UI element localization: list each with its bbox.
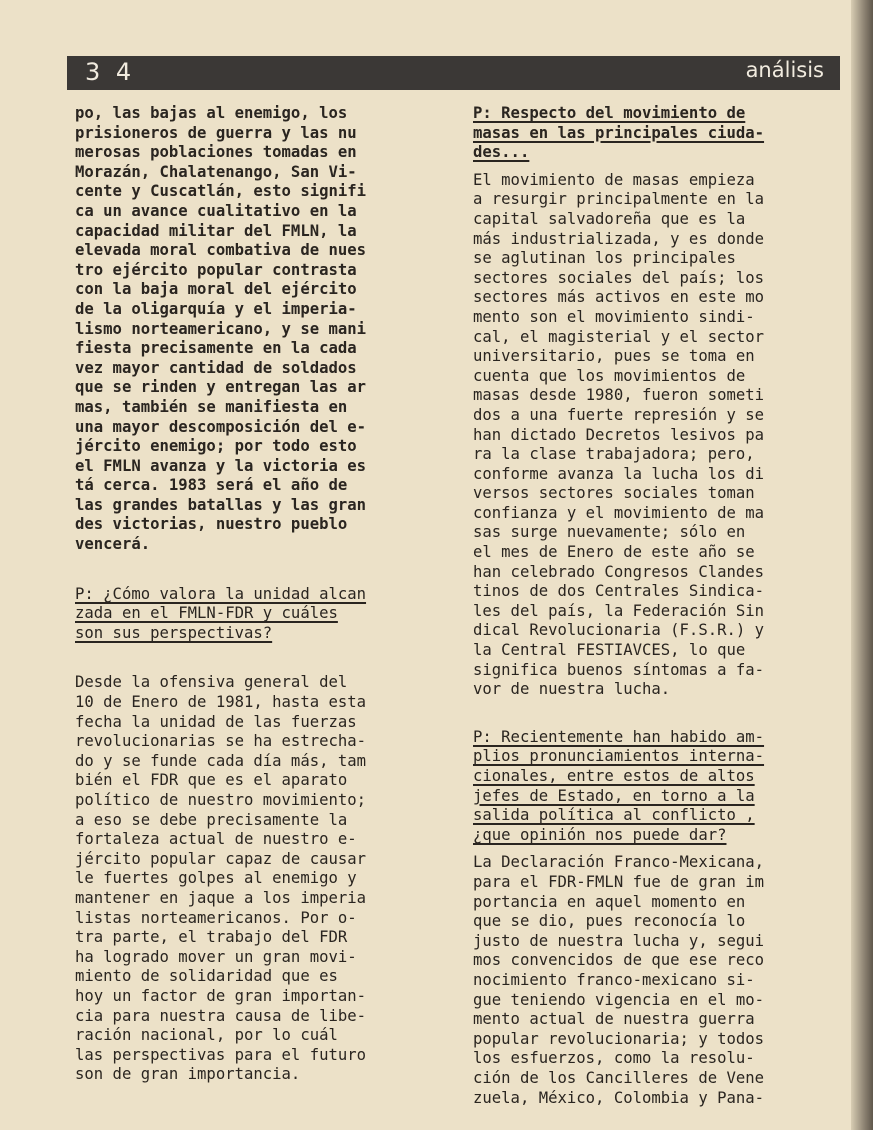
answer-paragraph-4: La Declaración Franco-Mexicana, para el FDR-FMLN fue de gran im portancia en aquel momento en que se dio, pues reconocía lo justo de nuestra lucha y, segui mos convencidos de que ese reco nocimiento franco-mexicano si- gue teniendo vigencia en el mo- mento actual de nuestra guerra popular revolucionaria; y todos los esfuerzos, como la resolu- ción de los Cancilleres de Vene zuela, México, Colombia y Pana- <box>473 853 765 1107</box>
answer-paragraph-1: po, las bajas al enemigo, los prisioneros de guerra y las nu merosas poblaciones tomadas en Morazán, Chalatenango, San Vi- cente y Cuscatlán, esto signifi ca un avance cualitativo en la capacidad militar del FMLN, la elevada moral combativa de nues tro ejército popular contrasta con la baja moral del ejército de la oligarquía y el imperia- lismo norteamericano, y se mani fiesta precisamente en la cada vez mayor cantidad de soldados que se rinden y entregan las ar mas, también se manifiesta en una mayor descomposición del e- jército enemigo; por todo esto el FMLN avanza y la victoria es tá cerca. 1983 será el año de las grandes batallas y las gran des victorias, nuestro pueblo vencerá. <box>75 104 367 554</box>
answer-paragraph-2: Desde la ofensiva general del 10 de Enero de 1981, hasta esta fecha la unidad de las fuerzas revolucionarias se ha estrecha- do y se funde cada día más, tam bién el FDR que es el aparato político de nuestro movimiento; a eso se debe precisamente la fortaleza actual de nuestro e- jército popular capaz de causar le fuertes golpes al enemigo y mantener en jaque a los imperia listas norteamericanos. Por o- tra parte, el trabajo del FDR ha logrado mover un gran movi- miento de solidaridad que es hoy un factor de gran importan- cia para nuestra causa de libe- ración nacional, por lo cuál las perspectivas para el futuro son de gran importancia. <box>75 673 367 1084</box>
interview-question-international: P: Recientemente han habido am- plios pronunciamientos interna- cionales, entre estos de altos jefes de Estado, en torno a la salida política al conflicto , ¿que opinión nos puede dar? <box>473 727 765 844</box>
left-column <box>75 104 445 1085</box>
page-edge-shadow <box>851 0 873 1130</box>
page-header <box>67 56 840 90</box>
section-title: análisis <box>745 58 824 82</box>
answer-paragraph-3: El movimiento de masas empieza a resurgir principalmente en la capital salvadoreña que es la más industrializada, y es donde se aglutinan los principales sectores sociales del país; los sectores más activos en este mo mento son el movimiento sindi- cal, el magisterial y el sector universitario, pues se toma en cuenta que los movimientos de masas desde 1980, fueron someti dos a una fuerte represión y se han dictado Decretos lesivos pa ra la clase trabajadora; pero, conforme avanza la lucha los di versos sectores sociales toman confianza y el movimiento de ma sas surge nuevamente; sólo en el mes de Enero de este año se han celebrado Congresos Clandes tinos de dos Centrales Sindica- les del país, la Federación Sin dical Revolucionaria (F.S.R.) y la Central FESTIAVCES, lo que significa buenos síntomas a fa- vor de nuestra lucha. <box>473 170 765 699</box>
page-number: 3 4 <box>85 58 136 86</box>
interview-question-mass-movement: P: Respecto del movimiento de masas en las principales ciuda- des... <box>473 104 765 162</box>
interview-question-unity: P: ¿Cómo valora la unidad alcan zada en el FMLN-FDR y cuáles son sus perspectivas? <box>75 584 367 642</box>
right-column <box>473 104 845 1108</box>
